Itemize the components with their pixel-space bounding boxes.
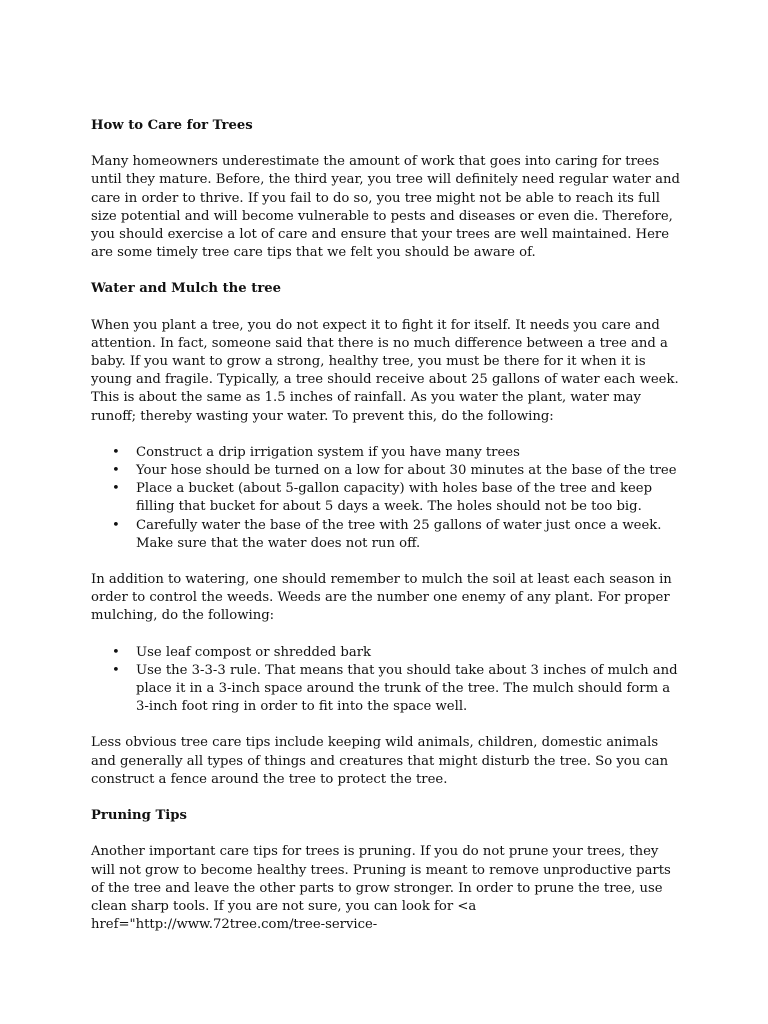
document-title: How to Care for Trees	[91, 118, 253, 133]
bullet-icon: •	[112, 517, 120, 533]
bullet-icon: •	[112, 444, 120, 460]
bullet-icon: •	[112, 463, 120, 479]
watering-paragraph: When you plant a tree, you do not expect it to fight it for itself. It needs you care and attention. In fact, someone said that there is no much difference between a tree and a baby. If you want to grow a strong, healthy tree, you must be there for it when it is young and fragile. Typically, a tree should receive about 25 gallons of water each week. This is about the same as 1.5 inches of rainfall. As you water the plant, water may runoff; thereby wasting your water. To prevent this, do the following:	[91, 317, 679, 424]
list-item-text: Your hose should be turned on a low for about 30 minutes at the base of the tree	[136, 463, 677, 479]
watering-list	[91, 444, 683, 553]
mulching-paragraph: In addition to watering, one should remember to mulch the soil at least each season in order to control the weeds. Weeds are the number one enemy of any plant. For proper mulching, do the following:	[91, 572, 672, 624]
list-item-text: Place a bucket (about 5-gallon capacity) with holes base of the tree and keep filling that bucket for about 5 days a week. The holes should not be too big.	[136, 481, 653, 515]
mulching-list	[91, 644, 683, 717]
list-item	[91, 644, 683, 662]
intro-paragraph: Many homeowners underestimate the amount of work that goes into caring for trees until they mature. Before, the third year, you tree will definitely need regular water and care in order to thrive. If you fail to do so, you tree might not be able to reach its full size potential and will become vulnerable to pests and diseases or even die. Therefore, you should exercise a lot of care and ensure that your trees are well maintained. Here are some timely tree care tips that we felt you should be aware of.	[91, 154, 680, 261]
protection-paragraph: Less obvious tree care tips include keeping wild animals, children, domestic animals and generally all types of things and creatures that might disturb the tree. So you can construct a fence around the tree to protect the tree.	[91, 735, 669, 787]
list-item-text: Use leaf compost or shredded bark	[136, 644, 372, 660]
list-item-text: Carefully water the base of the tree with 25 gallons of water just once a week. Make sure that the water does not run off.	[136, 517, 662, 551]
list-item	[91, 517, 683, 553]
document-body	[91, 117, 683, 952]
list-item	[91, 480, 683, 516]
list-item	[91, 444, 683, 462]
pruning-heading: Pruning Tips	[91, 808, 187, 824]
list-item-text: Use the 3-3-3 rule. That means that you should take about 3 inches of mulch and place it in a 3-inch space around the trunk of the tree. The mulch should form a 3-inch foot ring in order to fit into the space well.	[136, 662, 678, 715]
pruning-paragraph: Another important care tips for trees is pruning. If you do not prune your trees, they will not grow to become healthy trees. Pruning is meant to remove unproductive parts of the tree and leave the other parts to grow stronger. In order to prune the tree, use clean sharp tools. If you are not sure, you can look for <a href="http://www.72tree.com/tree-service-	[91, 844, 671, 933]
list-item	[91, 462, 683, 480]
list-item	[91, 662, 683, 717]
bullet-icon: •	[112, 481, 120, 497]
bullet-icon: •	[112, 644, 120, 660]
list-item-text: Construct a drip irrigation system if you have many trees	[136, 444, 520, 460]
bullet-icon: •	[112, 662, 120, 678]
water-mulch-heading: Water and Mulch the tree	[91, 281, 282, 297]
